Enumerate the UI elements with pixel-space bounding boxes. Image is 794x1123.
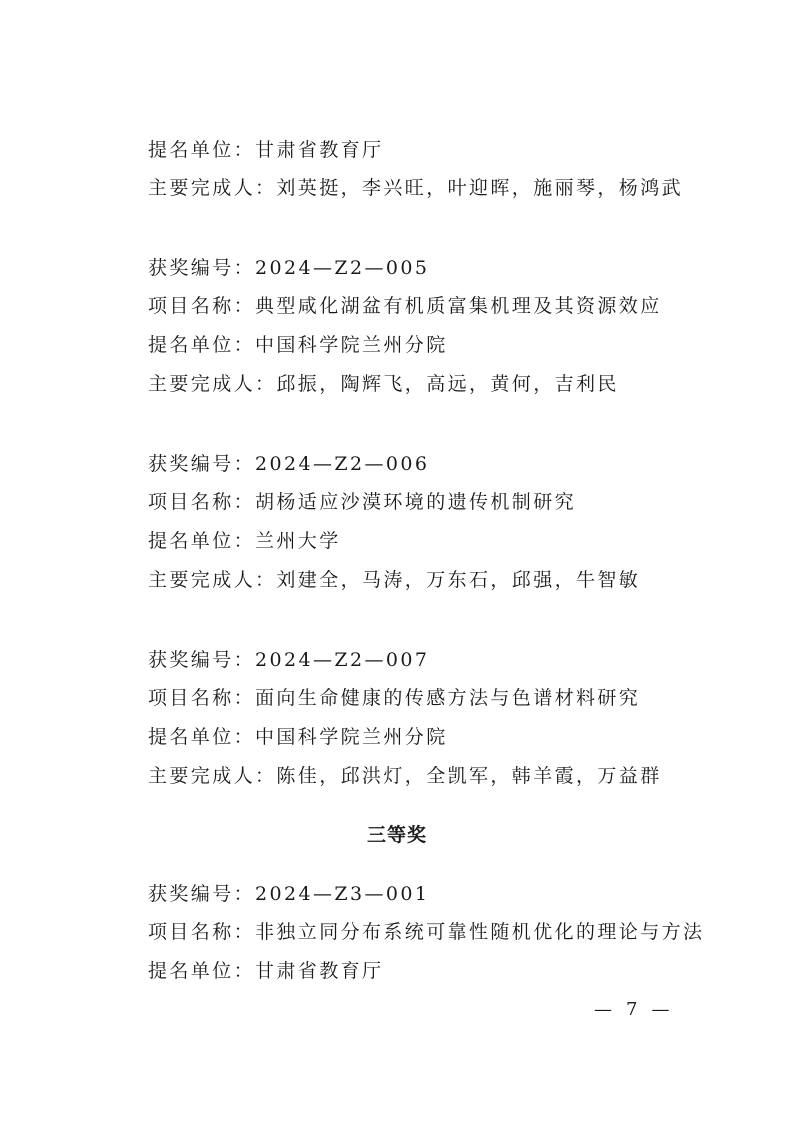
team-members-line: 主要完成人：刘英挺，李兴旺，叶迎晖，施丽琴，杨鸿武 bbox=[148, 177, 684, 199]
nominator-line: 提名单位：中国科学院兰州分院 bbox=[148, 726, 448, 748]
project-name-line: 项目名称：非独立同分布系统可靠性随机优化的理论与方法 bbox=[148, 921, 705, 943]
award-number-line: 获奖编号：2024—Z2—005 bbox=[148, 257, 430, 279]
project-name-line: 项目名称：胡杨适应沙漠环境的遗传机制研究 bbox=[148, 491, 577, 513]
page-number: 7 bbox=[626, 999, 638, 1020]
team-members-line: 主要完成人：邱振，陶辉飞，高远，黄何，吉利民 bbox=[148, 373, 619, 395]
team-members-line: 主要完成人：陈佳，邱洪灯，全凯军，韩羊霞，万益群 bbox=[148, 765, 662, 787]
award-number-line: 获奖编号：2024—Z2—006 bbox=[148, 453, 430, 475]
nominator-line: 提名单位：甘肃省教育厅 bbox=[148, 139, 384, 161]
project-name-line: 项目名称：典型咸化湖盆有机质富集机理及其资源效应 bbox=[148, 295, 662, 317]
nominator-line: 提名单位：甘肃省教育厅 bbox=[148, 960, 384, 982]
project-name-line: 项目名称：面向生命健康的传感方法与色谱材料研究 bbox=[148, 687, 641, 709]
award-number-line: 获奖编号：2024—Z2—007 bbox=[148, 649, 430, 671]
nominator-line: 提名单位：兰州大学 bbox=[148, 530, 341, 552]
footer-dash-right: — bbox=[651, 999, 670, 1020]
section-heading-third-prize: 三等奖 bbox=[366, 824, 427, 846]
footer-dash-left: — bbox=[594, 999, 612, 1020]
nominator-line: 提名单位：中国科学院兰州分院 bbox=[148, 334, 448, 356]
page-footer bbox=[594, 998, 669, 1022]
award-number-line: 获奖编号：2024—Z3—001 bbox=[148, 883, 430, 905]
team-members-line: 主要完成人：刘建全，马涛，万东石，邱强，牛智敏 bbox=[148, 569, 641, 591]
